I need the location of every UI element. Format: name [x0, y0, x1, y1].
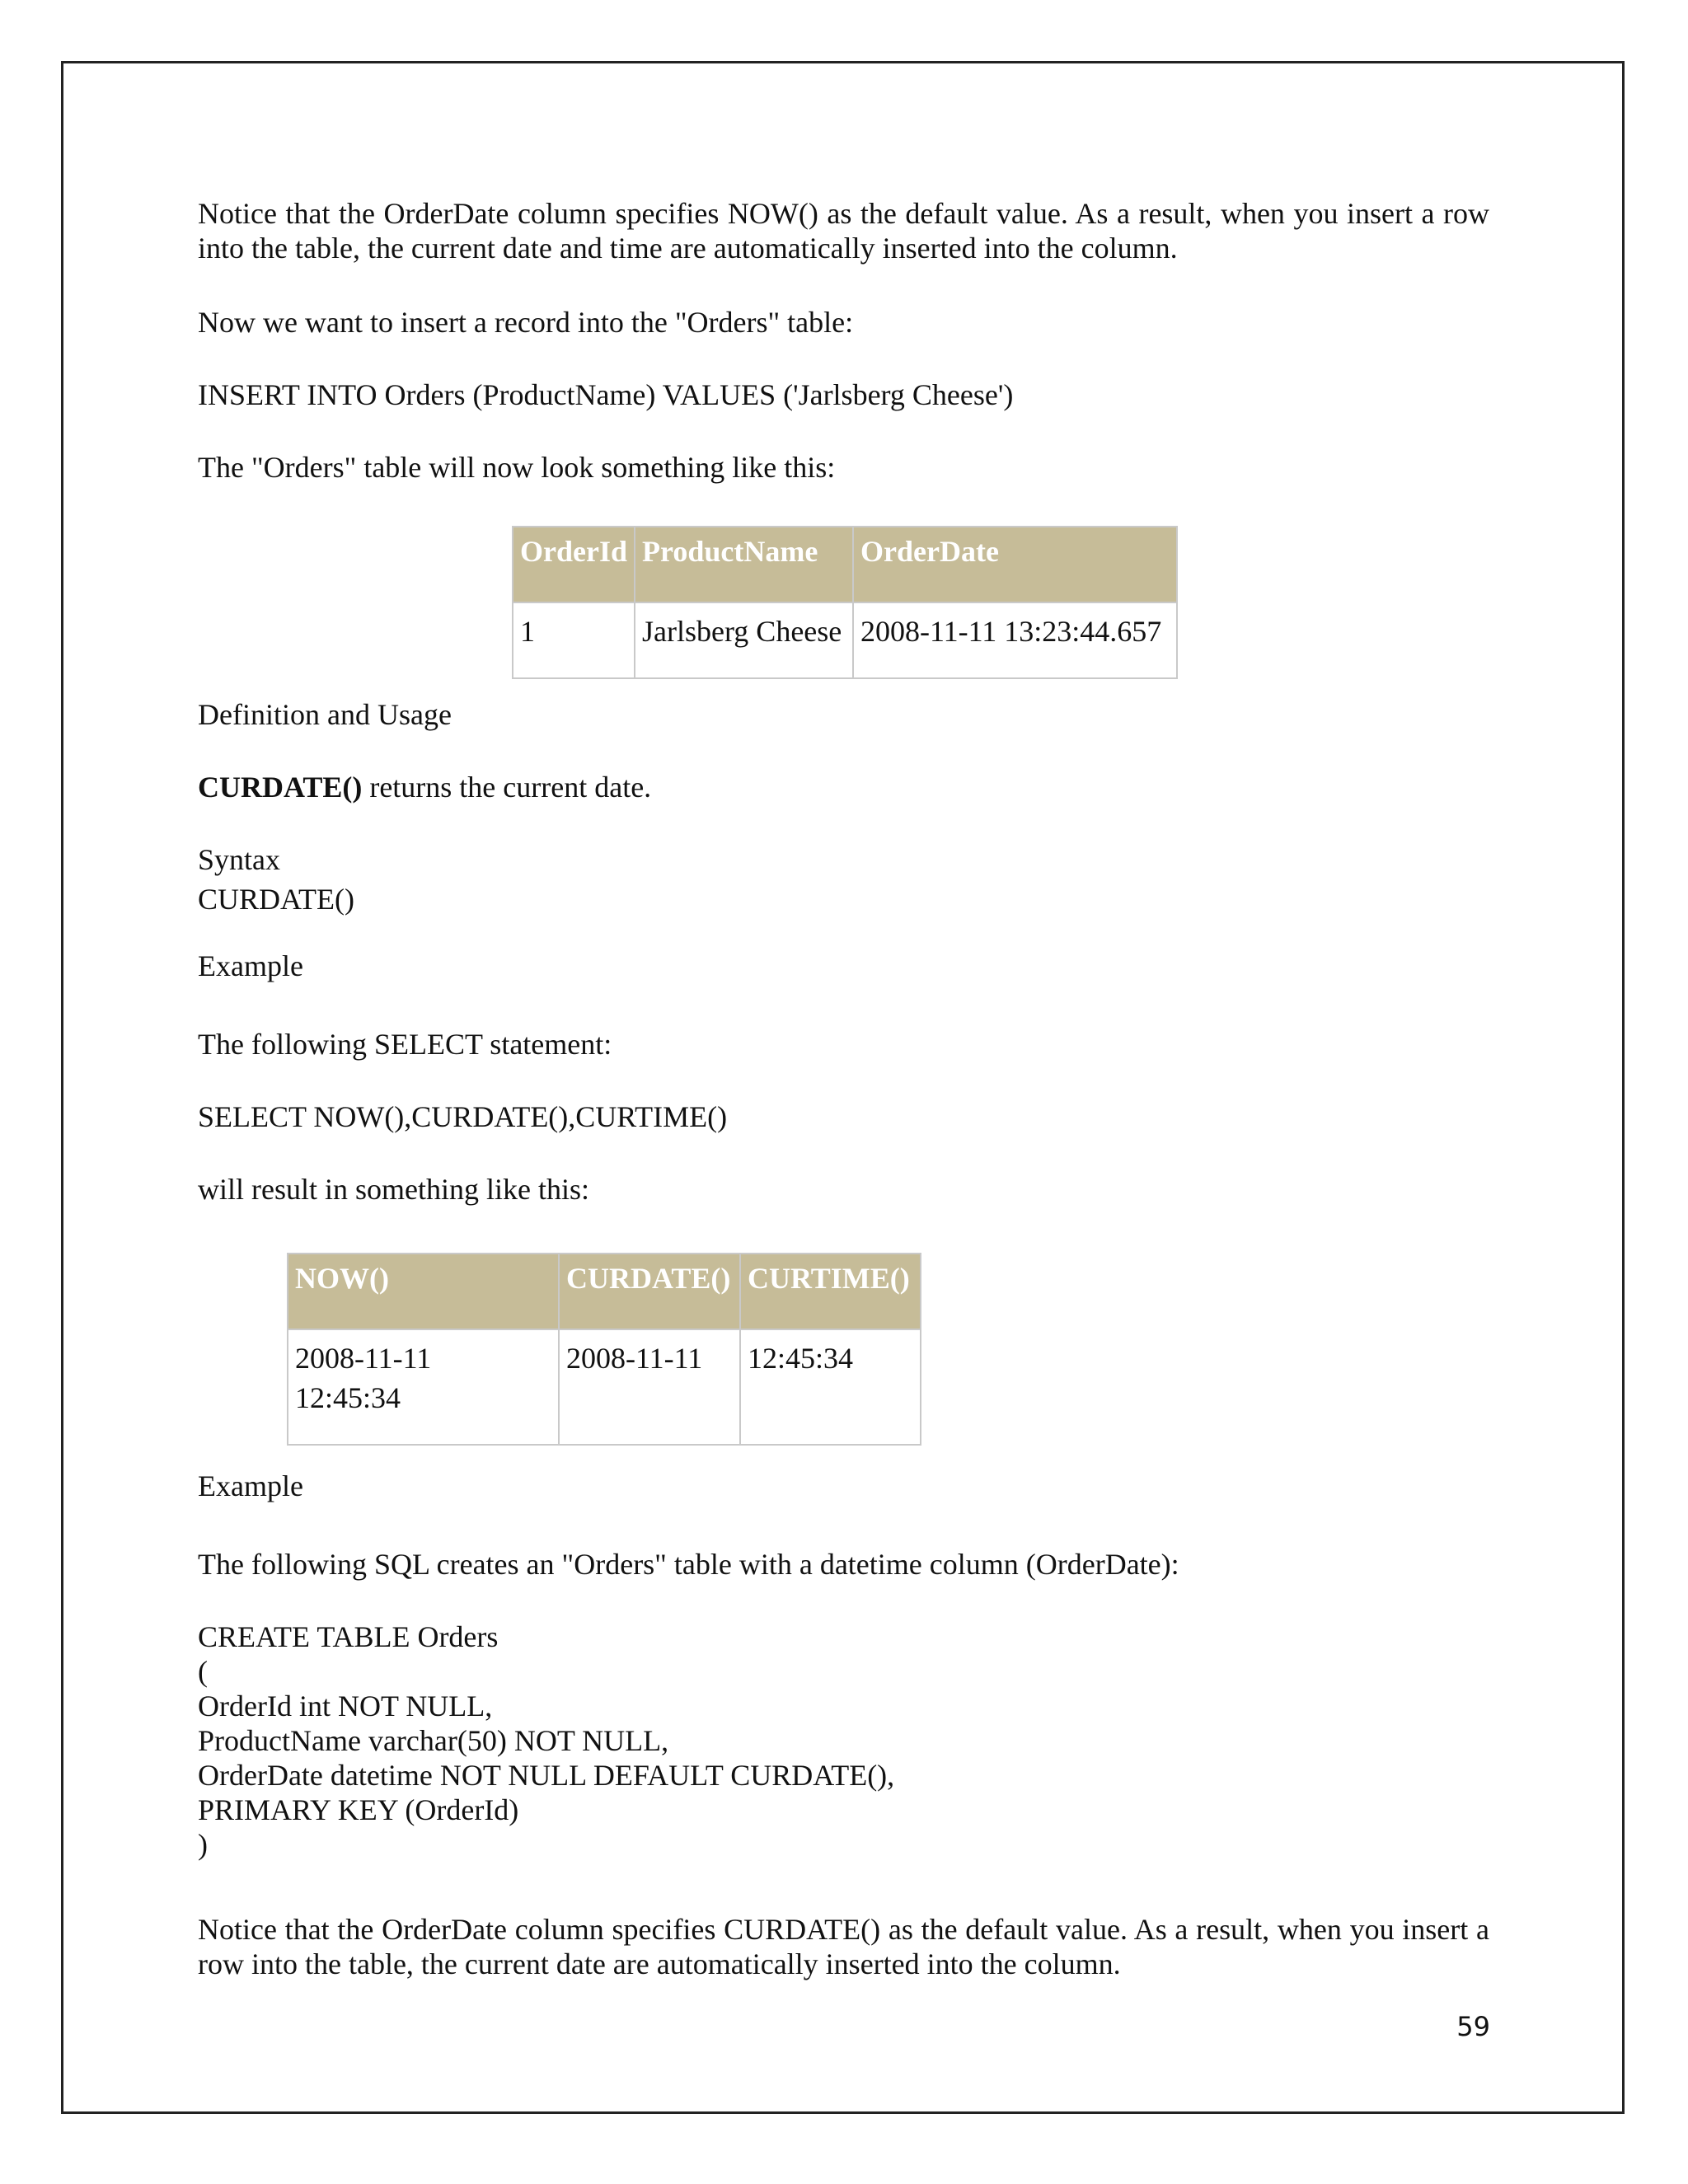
table-cell: 1: [513, 602, 635, 678]
orders-table: [512, 526, 1178, 679]
paragraph-insert-intro: Now we want to insert a record into the "Orders" table:: [198, 306, 854, 339]
heading-definition-usage: Definition and Usage: [198, 698, 452, 731]
code-line: OrderDate datetime NOT NULL DEFAULT CURDATE(),: [198, 1759, 895, 1792]
paragraph-table-intro: The "Orders" table will now look something like this:: [198, 451, 836, 484]
column-header: OrderId: [513, 527, 635, 602]
table-header-row: [513, 527, 1177, 602]
table-cell: 2008-11-11 13:23:44.657: [853, 602, 1177, 678]
create-intro: The following SQL creates an "Orders" table with a datetime column (OrderDate):: [198, 1548, 1179, 1581]
create-table-code: [198, 1619, 1489, 1862]
syntax-label: Syntax: [198, 843, 281, 876]
column-header: CURDATE(): [559, 1254, 740, 1329]
curdate-description: returns the current date.: [362, 771, 652, 804]
table-cell: Jarlsberg Cheese: [635, 602, 853, 678]
code-line: ): [198, 1828, 208, 1861]
select-statement: SELECT NOW(),CURDATE(),CURTIME(): [198, 1100, 728, 1133]
table-row: [288, 1329, 921, 1445]
column-header: OrderDate: [853, 527, 1177, 602]
select-intro: The following SELECT statement:: [198, 1028, 612, 1061]
table-header-row: [288, 1254, 921, 1329]
column-header: CURTIME(): [740, 1254, 921, 1329]
curdate-definition: [198, 770, 1489, 804]
code-line: (: [198, 1655, 208, 1688]
syntax-code: CURDATE(): [198, 883, 354, 916]
example-label: Example: [198, 949, 303, 982]
result-intro: will result in something like this:: [198, 1173, 589, 1206]
example-label: Example: [198, 1469, 303, 1502]
result-table: [287, 1253, 921, 1446]
table-cell: 12:45:34: [740, 1329, 921, 1445]
column-header: NOW(): [288, 1254, 559, 1329]
table-cell: 2008-11-11: [559, 1329, 740, 1445]
sql-insert-statement: INSERT INTO Orders (ProductName) VALUES ('Jarlsberg Cheese'): [198, 378, 1014, 411]
code-line: ProductName varchar(50) NOT NULL,: [198, 1724, 669, 1757]
table-row: [513, 602, 1177, 678]
code-line: CREATE TABLE Orders: [198, 1620, 499, 1653]
page-number: 59: [1456, 2011, 1490, 2042]
table-cell: 2008-11-11 12:45:34: [288, 1329, 559, 1445]
paragraph-curdate-default: Notice that the OrderDate column specifies CURDATE() as the default value. As a result, when you insert a row into the table, the current date are automatically inserted into the column.: [198, 1913, 1489, 1980]
code-line: PRIMARY KEY (OrderId): [198, 1793, 519, 1826]
curdate-function-name: CURDATE(): [198, 771, 363, 804]
column-header: ProductName: [635, 527, 853, 602]
code-line: OrderId int NOT NULL,: [198, 1690, 493, 1722]
paragraph-now-default: Notice that the OrderDate column specifies NOW() as the default value. As a result, when you insert a row into the table, the current date and time are automatically inserted into the column.: [198, 197, 1489, 265]
